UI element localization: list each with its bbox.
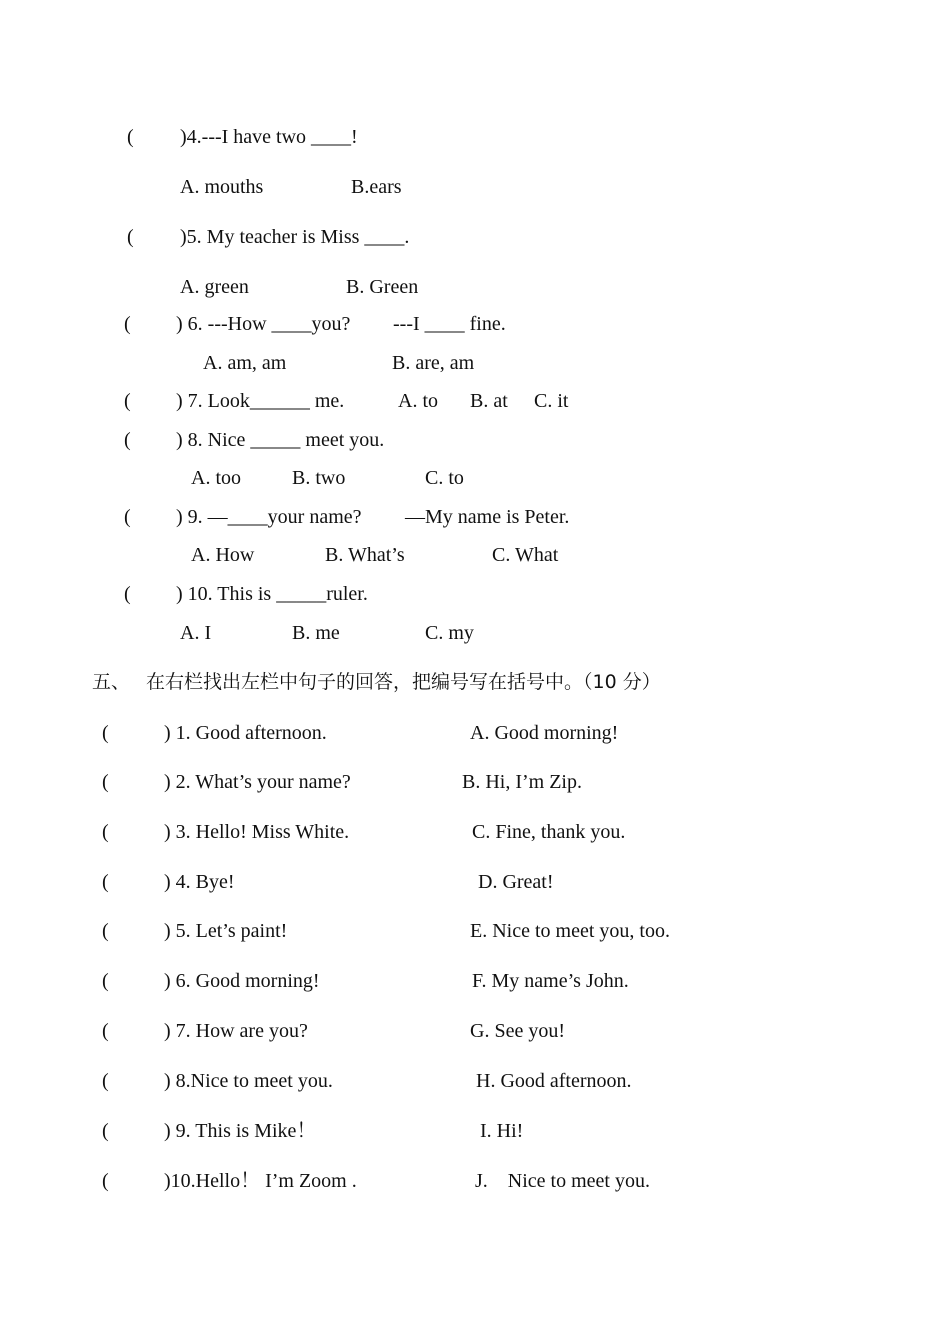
- left-sentence: ) 3. Hello! Miss White.: [164, 821, 350, 843]
- question-stem: ) 8. Nice _____ meet you.: [176, 429, 385, 451]
- answer-bracket[interactable]: (: [124, 429, 131, 451]
- answer-bracket[interactable]: (: [102, 1120, 109, 1142]
- section-number: 五、: [92, 671, 131, 693]
- right-response: F. My name’s John.: [472, 970, 629, 992]
- left-sentence: ) 1. Good afternoon.: [164, 722, 327, 744]
- option-c: C. it: [534, 390, 569, 412]
- answer-bracket[interactable]: (: [102, 1020, 109, 1042]
- right-response: C. Fine, thank you.: [472, 821, 626, 843]
- question-stem-response: —My name is Peter.: [405, 506, 570, 528]
- option-b: B. at: [470, 390, 508, 412]
- answer-bracket[interactable]: (: [102, 1170, 109, 1192]
- left-sentence: ) 7. How are you?: [164, 1020, 308, 1042]
- question-stem: ) 6. ---How ____you?: [176, 313, 351, 335]
- left-sentence: ) 4. Bye!: [164, 871, 235, 893]
- option-a: A. green: [180, 276, 249, 298]
- left-sentence: ) 6. Good morning!: [164, 970, 320, 992]
- option-b: B. What’s: [325, 544, 405, 566]
- question-stem-response: ---I ____ fine.: [393, 313, 506, 335]
- option-a: A. I: [180, 622, 212, 644]
- answer-bracket[interactable]: (: [124, 313, 131, 335]
- left-sentence: ) 5. Let’s paint!: [164, 920, 288, 942]
- right-response: H. Good afternoon.: [476, 1070, 632, 1092]
- answer-bracket[interactable]: (: [124, 506, 131, 528]
- question-stem: ) 7. Look______ me.: [176, 390, 345, 412]
- right-response: I. Hi!: [480, 1120, 524, 1142]
- left-sentence: ) 9. This is Mike！: [164, 1120, 317, 1142]
- answer-bracket[interactable]: (: [124, 583, 131, 605]
- option-a: A. am, am: [203, 352, 287, 374]
- option-b: B. me: [292, 622, 340, 644]
- right-response: D. Great!: [478, 871, 554, 893]
- option-a: A. How: [191, 544, 255, 566]
- answer-bracket[interactable]: (: [124, 390, 131, 412]
- answer-bracket[interactable]: (: [127, 126, 134, 148]
- section-instruction: 在右栏找出左栏中句子的回答，把编号写在括号中。（10 分）: [146, 671, 661, 693]
- left-sentence: ) 8.Nice to meet you.: [164, 1070, 333, 1092]
- answer-bracket[interactable]: (: [102, 970, 109, 992]
- option-c: C. What: [492, 544, 559, 566]
- option-a: A. too: [191, 467, 241, 489]
- left-sentence: ) 2. What’s your name?: [164, 771, 351, 793]
- answer-bracket[interactable]: (: [102, 1070, 109, 1092]
- question-stem: ) 9. —____your name?: [176, 506, 362, 528]
- right-response: G. See you!: [470, 1020, 565, 1042]
- answer-bracket[interactable]: (: [102, 722, 109, 744]
- answer-bracket[interactable]: (: [102, 771, 109, 793]
- answer-bracket[interactable]: (: [102, 821, 109, 843]
- question-stem: ) 10. This is _____ruler.: [176, 583, 368, 605]
- right-response: E. Nice to meet you, too.: [470, 920, 670, 942]
- right-response: A. Good morning!: [470, 722, 619, 744]
- option-a: A. to: [398, 390, 438, 412]
- option-c: C. to: [425, 467, 464, 489]
- option-b: B. are, am: [392, 352, 475, 374]
- option-c: C. my: [425, 622, 474, 644]
- option-a: A. mouths: [180, 176, 264, 198]
- question-stem: )5. My teacher is Miss ____.: [180, 226, 410, 248]
- answer-bracket[interactable]: (: [102, 871, 109, 893]
- right-response: J. Nice to meet you.: [475, 1170, 650, 1192]
- right-response: B. Hi, I’m Zip.: [462, 771, 582, 793]
- option-b: B. Green: [346, 276, 419, 298]
- option-b: B.ears: [351, 176, 402, 198]
- question-stem: )4.---I have two ____!: [180, 126, 358, 148]
- answer-bracket[interactable]: (: [127, 226, 134, 248]
- answer-bracket[interactable]: (: [102, 920, 109, 942]
- option-b: B. two: [292, 467, 346, 489]
- left-sentence: )10.Hello！ I’m Zoom .: [164, 1170, 357, 1192]
